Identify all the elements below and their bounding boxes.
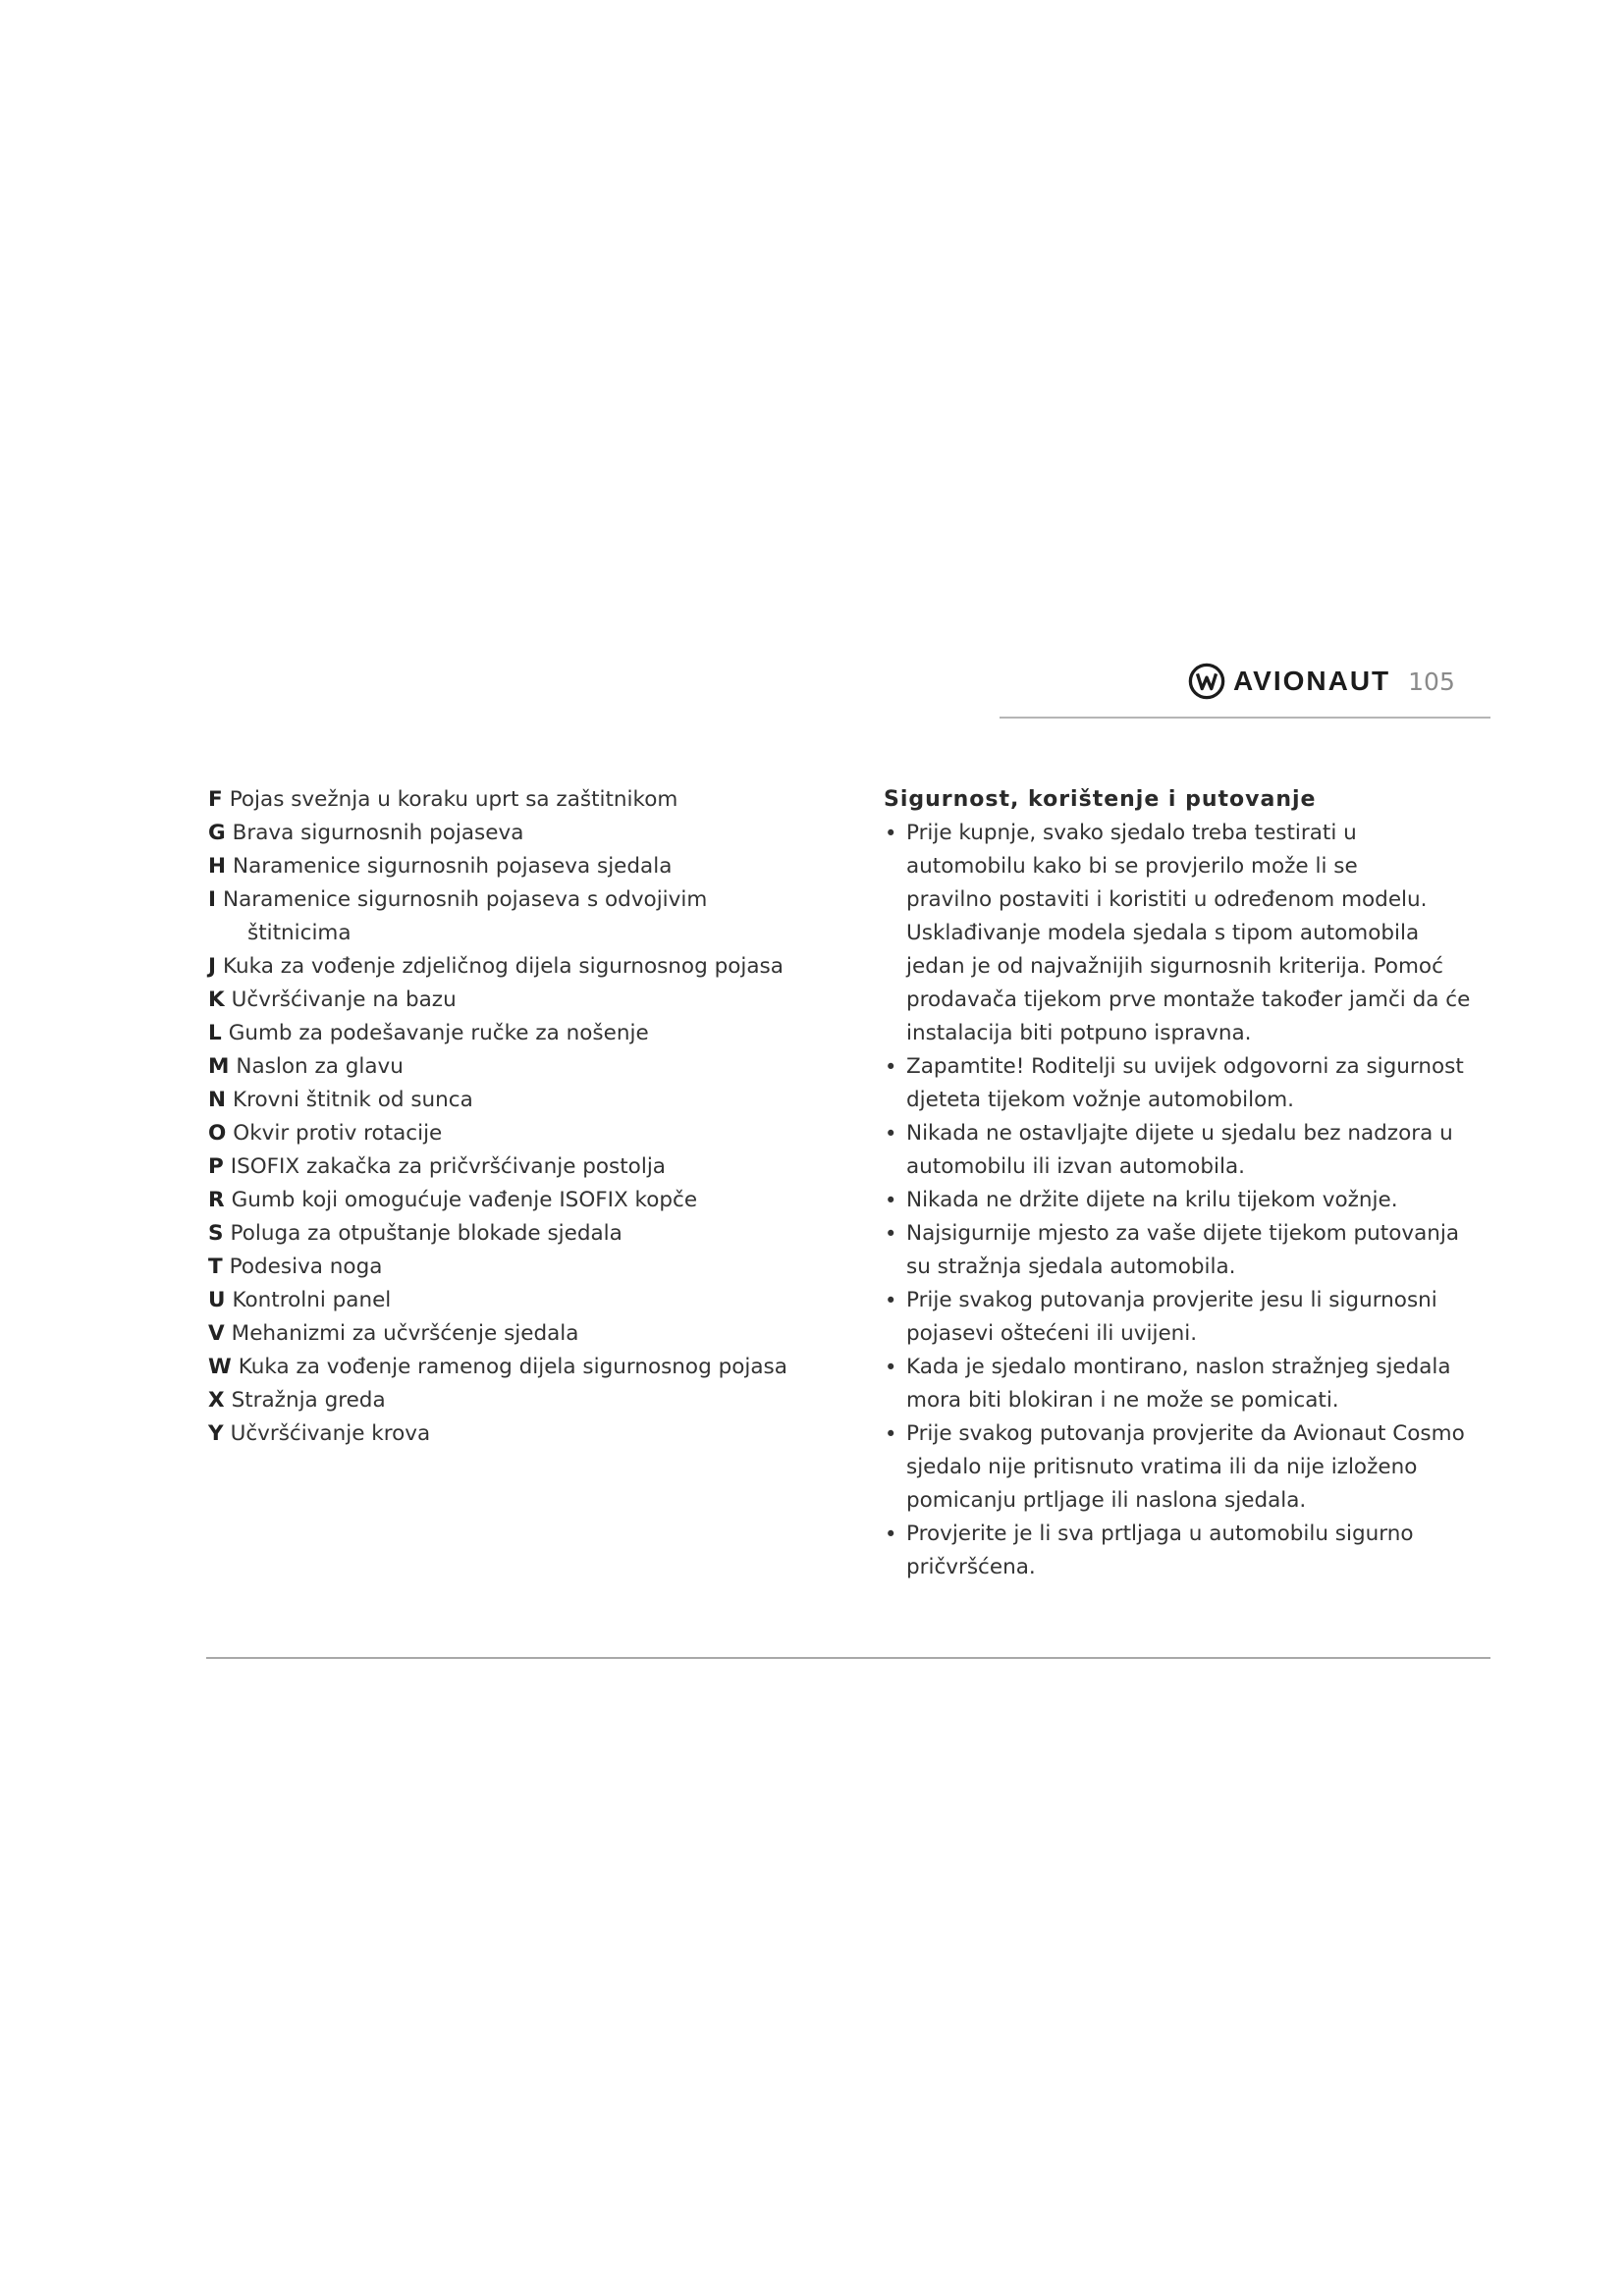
bullet-dot-icon: •: [885, 1289, 897, 1312]
bullet-line: su stražnja sjedala automobila.: [906, 1255, 1236, 1279]
legend-item: [208, 1217, 797, 1251]
legend-letter: L: [208, 1021, 222, 1045]
legend-letter: F: [208, 787, 223, 812]
legend-text: Pojas svežnja u koraku uprt sa zaštitnikom: [229, 787, 678, 812]
bullet-line: Usklađivanje modela sjedala s tipom automobila: [906, 921, 1420, 945]
legend-item: [208, 1150, 797, 1184]
legend-text: ISOFIX zakačka za pričvršćivanje postolja: [230, 1154, 666, 1179]
safety-bullet: [884, 1284, 1492, 1351]
bullet-line: automobilu ili izvan automobila.: [906, 1154, 1245, 1179]
legend-text: Naramenice sigurnosnih pojaseva sjedala: [233, 854, 673, 879]
legend-letter: K: [208, 988, 225, 1012]
legend-letter: V: [208, 1321, 225, 1346]
page-header: [1188, 660, 1455, 703]
bullet-line: automobilu kako bi se provjerilo može li se: [906, 854, 1358, 879]
legend-letter: H: [208, 854, 226, 879]
legend-text: Brava sigurnosnih pojaseva: [232, 821, 524, 845]
legend-letter: U: [208, 1288, 226, 1312]
legend-item: [208, 1284, 797, 1317]
legend-item: [208, 1184, 797, 1217]
legend-text: Podesiva noga: [229, 1255, 383, 1279]
safety-bullet: [884, 1117, 1492, 1184]
legend-item: [208, 1084, 797, 1117]
bullet-line: Provjerite je li sva prtljaga u automobilu sigurno: [906, 1522, 1414, 1546]
parts-legend: [208, 783, 797, 1451]
legend-text: Kuka za vođenje zdjeličnog dijela sigurnosnog pojasa: [223, 954, 784, 979]
legend-item: [208, 950, 797, 984]
bullet-dot-icon: •: [885, 822, 897, 845]
bullet-line: pomicanju prtljage ili naslona sjedala.: [906, 1488, 1307, 1513]
safety-bullet: [884, 1217, 1492, 1284]
legend-text: Okvir protiv rotacije: [233, 1121, 443, 1146]
safety-bullet: [884, 1351, 1492, 1417]
bullet-dot-icon: •: [885, 1189, 897, 1212]
bullet-line: instalacija biti potpuno ispravna.: [906, 1021, 1252, 1045]
legend-letter: J: [208, 954, 216, 979]
legend-item: [208, 1117, 797, 1150]
legend-letter: P: [208, 1154, 224, 1179]
legend-text: Gumb koji omogućuje vađenje ISOFIX kopče: [231, 1188, 698, 1212]
page-number: 105: [1408, 667, 1455, 696]
bullet-line: Nikada ne držite dijete na krilu tijekom vožnje.: [906, 1188, 1398, 1212]
header-divider: [1000, 717, 1490, 719]
bullet-line: Zapamtite! Roditelji su uvijek odgovorni za sigurnost: [906, 1054, 1464, 1079]
bullet-dot-icon: •: [885, 1522, 897, 1546]
legend-item: [208, 1317, 797, 1351]
legend-text: Naramenice sigurnosnih pojaseva s odvojivim štitnicima: [223, 887, 708, 945]
bullet-line: pravilno postaviti i koristiti u određenom modelu.: [906, 887, 1428, 912]
legend-text: Gumb za podešavanje ručke za nošenje: [228, 1021, 649, 1045]
bullet-line: Nikada ne ostavljajte dijete u sjedalu bez nadzora u: [906, 1121, 1453, 1146]
legend-letter: N: [208, 1088, 226, 1112]
bullet-line: sjedalo nije pritisnuto vratima ili da nije izloženo: [906, 1455, 1418, 1479]
legend-letter: G: [208, 821, 226, 845]
legend-letter: R: [208, 1188, 225, 1212]
bullet-dot-icon: •: [885, 1222, 897, 1246]
bullet-line: djeteta tijekom vožnje automobilom.: [906, 1088, 1294, 1112]
bullet-line: pojasevi oštećeni ili uvijeni.: [906, 1321, 1198, 1346]
legend-letter: Y: [208, 1421, 224, 1446]
legend-item: [208, 883, 797, 950]
legend-letter: X: [208, 1388, 225, 1413]
legend-letter: T: [208, 1255, 223, 1279]
legend-item: [208, 783, 797, 817]
section-heading: Sigurnost, korištenje i putovanje: [884, 787, 1317, 812]
legend-item: [208, 1351, 797, 1384]
legend-item: [208, 850, 797, 883]
legend-text: Poluga za otpuštanje blokade sjedala: [230, 1221, 623, 1246]
bullet-line: Kada je sjedalo montirano, naslon stražnjeg sjedala: [906, 1355, 1451, 1379]
bullet-dot-icon: •: [885, 1055, 897, 1079]
bullet-dot-icon: •: [885, 1356, 897, 1379]
legend-letter: S: [208, 1221, 224, 1246]
bullet-line: mora biti blokiran i ne može se pomicati.: [906, 1388, 1339, 1413]
safety-bullet: [884, 1184, 1492, 1217]
legend-item: [208, 1251, 797, 1284]
safety-section: [884, 783, 1492, 1584]
bullet-line: prodavača tijekom prve montaže također jamči da će: [906, 988, 1471, 1012]
bullet-line: jedan je od najvažnijih sigurnosnih kriterija. Pomoć: [906, 954, 1443, 979]
legend-item: [208, 1017, 797, 1050]
legend-text: Naslon za glavu: [236, 1054, 404, 1079]
safety-bullet-list: [884, 817, 1492, 1584]
safety-bullet: [884, 1417, 1492, 1518]
legend-item: [208, 817, 797, 850]
legend-text: Mehanizmi za učvršćenje sjedala: [231, 1321, 579, 1346]
avionaut-logo-icon: [1188, 663, 1225, 700]
safety-bullet: [884, 1050, 1492, 1117]
bullet-line: Prije svakog putovanja provjerite jesu li sigurnosni: [906, 1288, 1437, 1312]
legend-text: Učvršćivanje krova: [230, 1421, 431, 1446]
legend-item: [208, 1417, 797, 1451]
legend-list: [208, 783, 797, 1451]
bullet-line: Prije svakog putovanja provjerite da Avionaut Cosmo: [906, 1421, 1465, 1446]
legend-text: Stražnja greda: [231, 1388, 386, 1413]
footer-divider: [206, 1657, 1490, 1659]
bullet-line: Najsigurnije mjesto za vaše dijete tijekom putovanja: [906, 1221, 1460, 1246]
legend-text: Učvršćivanje na bazu: [231, 988, 457, 1012]
legend-text: Krovni štitnik od sunca: [233, 1088, 473, 1112]
safety-bullet: [884, 817, 1492, 1050]
legend-item: [208, 1384, 797, 1417]
legend-letter: I: [208, 887, 216, 912]
bullet-dot-icon: •: [885, 1422, 897, 1446]
brand-name: AVIONAUT: [1233, 666, 1391, 696]
safety-bullet: [884, 1518, 1492, 1584]
legend-letter: M: [208, 1054, 230, 1079]
legend-letter: O: [208, 1121, 227, 1146]
bullet-dot-icon: •: [885, 1122, 897, 1146]
legend-item: [208, 1050, 797, 1084]
legend-letter: W: [208, 1355, 232, 1379]
legend-text: Kontrolni panel: [232, 1288, 392, 1312]
bullet-line: Prije kupnje, svako sjedalo treba testirati u: [906, 821, 1357, 845]
legend-item: [208, 984, 797, 1017]
bullet-line: pričvršćena.: [906, 1555, 1036, 1579]
legend-text: Kuka za vođenje ramenog dijela sigurnosnog pojasa: [238, 1355, 787, 1379]
